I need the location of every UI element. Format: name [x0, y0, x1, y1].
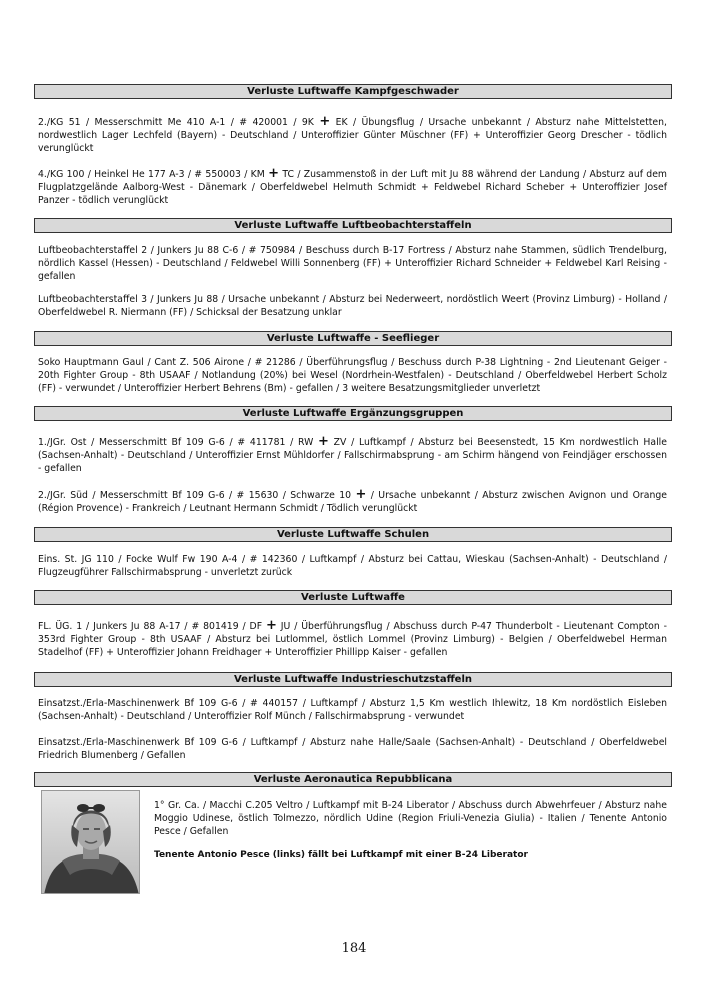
loss-entry: [38, 168, 667, 207]
section-header-seeflieger: Verluste Luftwaffe - Seeflieger: [34, 331, 672, 346]
section-header-luftbeobachterstaffeln: Verluste Luftwaffe Luftbeobachterstaffeln: [34, 218, 672, 233]
section-header-schulen: Verluste Luftwaffe Schulen: [34, 527, 672, 542]
loss-entry: Eins. St. JG 110 / Focke Wulf Fw 190 A-4 / # 142360 / Luftkampf / Absturz bei Cattau, Wieskau (Sachsen-Anhalt) - Deutschland / Flugzeugführer Fallschirmabsprung - unverletzt zurück: [38, 554, 667, 578]
section-header-kampfgeschwader: Verluste Luftwaffe Kampfgeschwader: [34, 84, 672, 99]
cross-symbol: +: [268, 166, 280, 181]
pilot-portrait-image: [42, 791, 140, 894]
section-header-aeronautica-repubblicana: Verluste Aeronautica Repubblicana: [34, 772, 672, 787]
entry-text: 2./KG 51 / Messerschmitt Me 410 A-1 / # 420001 / 9K: [38, 117, 314, 128]
entry-text: TC / Zusammenstoß in der Luft mit Ju 88 während der Landung / Absturz auf dem Flugplatzgelände Aalborg-West - Dänemark / Oberfeldwebel Helmuth Schmidt + Feldwebel Richard Scheber + Unteroffizier Josef Panzer - tödlich verunglückt: [38, 169, 667, 206]
cross-symbol: +: [319, 114, 331, 129]
entry-text: EK / Übungsflug / Ursache unbekannt / Absturz nahe Mittelstetten, nordwestlich Lager Lechfeld (Bayern) - Deutschland / Unteroffizier Günter Müschner (FF) + Unteroffizier Georg Drescher - tödlich verunglückt: [38, 117, 667, 154]
entry-text: 2./JGr. Süd / Messerschmitt Bf 109 G-6 / # 15630 / Schwarze 10: [38, 490, 352, 501]
entry-text: FL. ÜG. 1 / Junkers Ju 88 A-17 / # 801419 / DF: [38, 621, 263, 632]
loss-entry: 1° Gr. Ca. / Macchi C.205 Veltro / Luftkampf mit B-24 Liberator / Abschuss durch Abwehrfeuer / Absturz nahe Moggio Udinese, östlich Tolmezzo, nördlich Udine (Region Friuli-Venezia Giulia) - Italien / Tenente Antonio Pesce / Gefallen: [154, 800, 667, 837]
section-header-ergaenzungsgruppen: Verluste Luftwaffe Ergänzungsgruppen: [34, 406, 672, 421]
entry-text: JU / Überführungsflug / Abschuss durch P-47 Thunderbolt - Lieutenant Compton - 353rd Fighter Group - 8th USAAF / Absturz bei Lutlommel, östlich Lommel (Provinz Limburg) - Belgien / Oberfeldwebel Herman Stadelhof (FF) + Unteroffizier Johann Freidhager + Unteroffizier Phillipp Kaiser - gefallen: [38, 621, 667, 658]
loss-entry: Luftbeobachterstaffel 2 / Junkers Ju 88 C-6 / # 750984 / Beschuss durch B-17 Fortress / Absturz nahe Stammen, südlich Trendelburg, nördlich Kassel (Hessen) - Deutschland / Feldwebel Willi Sonnenberg (FF) + Unteroffizier Richard Schneider + Feldwebel Karl Reising - gefallen: [38, 245, 667, 282]
loss-entry: [38, 620, 667, 659]
cross-symbol: +: [265, 618, 277, 633]
loss-entry: [38, 116, 667, 155]
entry-text: 1./JGr. Ost / Messerschmitt Bf 109 G-6 / # 411781 / RW: [38, 437, 314, 448]
cross-symbol: +: [318, 434, 329, 449]
loss-entry: Einsatzst./Erla-Maschinenwerk Bf 109 G-6 / Luftkampf / Absturz nahe Halle/Saale (Sachsen-Anhalt) - Deutschland / Oberfeldwebel Friedrich Blumenberg / Gefallen: [38, 737, 667, 761]
entry-text: ZV / Luftkampf / Absturz bei Beesenstedt, 15 Km nordwestlich Halle (Sachsen-Anhalt) - Deutschland / Unteroffizier Ernst Mühldorfer / Fallschirmabsprung - am Schirm hängend von Feindjäger erschossen - gefallen: [38, 437, 667, 474]
entry-text: / Ursache unbekannt / Absturz zwischen Avignon und Orange (Région Provence) - Frankreich / Leutnant Hermann Schmidt / Tödlich verunglückt: [38, 490, 667, 514]
loss-entry: Luftbeobachterstaffel 3 / Junkers Ju 88 / Ursache unbekannt / Absturz bei Nederweert, nordöstlich Weert (Provinz Limburg) - Holland / Oberfeldwebel R. Niermann (FF) / Schicksal der Besatzung unklar: [38, 294, 667, 318]
section-header-industrieschutzstaffeln: Verluste Luftwaffe Industrieschutzstaffeln: [34, 672, 672, 687]
loss-entry: Einsatzst./Erla-Maschinenwerk Bf 109 G-6 / # 440157 / Luftkampf / Absturz 1,5 Km westlich Ihlewitz, 18 Km nordöstlich Eisleben (Sachsen-Anhalt) - Deutschland / Unteroffizier Rolf Münch / Fallschirmabsprung - verwundet: [38, 698, 667, 722]
photo-caption: Tenente Antonio Pesce (links) fällt bei Luftkampf mit einer B-24 Liberator: [154, 850, 528, 860]
pilot-portrait-photo: [41, 790, 140, 894]
loss-entry: Soko Hauptmann Gaul / Cant Z. 506 Airone / # 21286 / Überführungsflug / Beschuss durch P-38 Lightning - 2nd Lieutenant Geiger - 20th Fighter Group - 8th USAAF / Notlandung (20%) bei Wesel (Nordrhein-Westfalen) - Deutschland / Oberfeldwebel Herbert Scholz (FF) - verwundet / Unteroffizier Herbert Behrens (Bm) - gefallen / 3 weitere Besatzungsmitglieder unverletzt: [38, 357, 667, 394]
loss-entry: [38, 489, 667, 515]
page-number: 184: [341, 941, 367, 956]
cross-symbol: +: [355, 487, 367, 502]
section-header-luftwaffe: Verluste Luftwaffe: [34, 590, 672, 605]
entry-text: 4./KG 100 / Heinkel He 177 A-3 / # 550003 / KM: [38, 169, 265, 180]
loss-entry: [38, 436, 667, 475]
